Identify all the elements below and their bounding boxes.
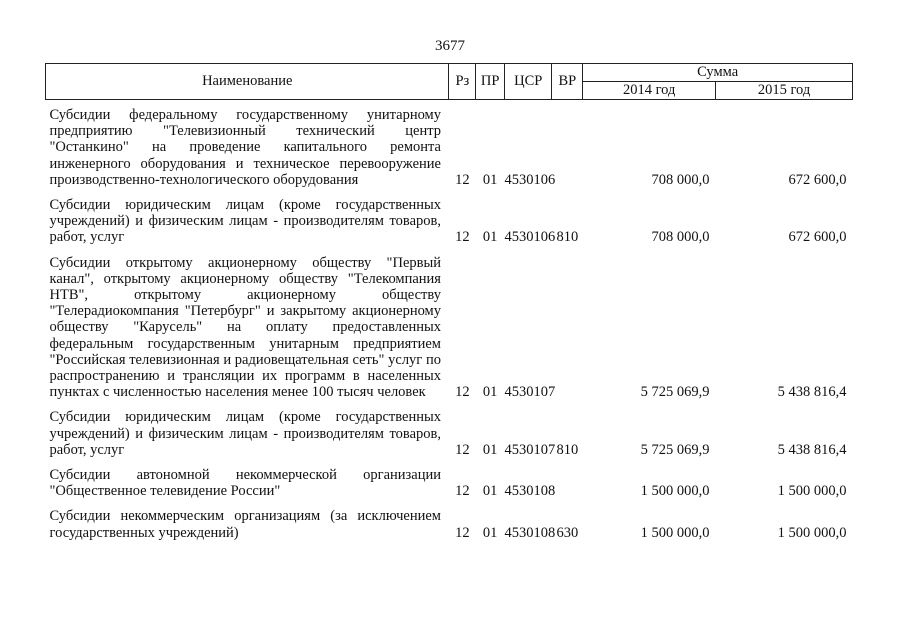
header-rz: Рз (449, 64, 476, 100)
row-sum-2014: 1 500 000,0 (640, 524, 710, 541)
row-pr: 01 (482, 441, 498, 458)
row-vr (552, 458, 583, 499)
row-sum-2015: 5 438 816,4 (777, 384, 847, 401)
row-sum-2014: 1 500 000,0 (640, 483, 710, 500)
row-rz: 12 (455, 483, 470, 500)
header-pr: ПР (476, 64, 505, 100)
row-csr: 4530107 (504, 384, 556, 401)
row-sum-2015: 672 600,0 (788, 171, 847, 188)
row-pr: 01 (482, 384, 498, 401)
row-pr: 01 (482, 483, 498, 500)
header-year-2015: 2015 год (716, 82, 853, 100)
table-row (46, 458, 853, 499)
row-pr: 01 (482, 229, 498, 246)
row-name: Субсидии некоммерческим организациям (за исключением государственных учреждений) (49, 508, 441, 541)
header-name: Наименование (46, 64, 449, 100)
row-sum-2014: 5 725 069,9 (640, 384, 710, 401)
row-vr: 630 (556, 524, 579, 541)
row-vr: 810 (556, 229, 579, 246)
row-rz: 12 (455, 441, 470, 458)
table-row (46, 246, 853, 401)
row-sum-2015: 1 500 000,0 (777, 483, 847, 500)
table-header (46, 64, 853, 100)
row-csr: 4530108 (504, 483, 556, 500)
row-sum-2015: 1 500 000,0 (777, 524, 847, 541)
row-name: Субсидии федеральному государственному унитарному предприятию "Телевизионный технический центр "Останкино" на проведение капитального ремонта инженерного оборудования и техническое перевооружение производственно-технологического оборудования (49, 107, 441, 188)
row-rz: 12 (455, 171, 470, 188)
row-csr: 4530107 (504, 441, 556, 458)
row-name: Субсидии автономной некоммерческой организации "Общественное телевидение России" (49, 467, 441, 500)
row-name: Субсидии юридическим лицам (кроме государственных учреждений) и физическим лицам - производителям товаров, работ, услуг (49, 409, 441, 458)
row-vr (552, 100, 583, 189)
header-sum: Сумма (583, 64, 853, 82)
row-name: Субсидии открытому акционерному обществу "Первый канал", открытому акционерному обществу "Телекомпания НТВ", открытому акционерному обществу "Телерадиокомпания "Петербург" и закрытому акционерному обществу "Карусель" на оплату предоставленных федеральным государственным унитарным предприятием "Российская телевизионная и радиовещательная сеть" услуг по распространению и трансляции их программ в населенных пунктах с численностью населения менее 100 тысяч человек (49, 254, 441, 401)
row-pr: 01 (482, 171, 498, 188)
header-vr: ВР (552, 64, 583, 100)
row-rz: 12 (455, 384, 470, 401)
row-pr: 01 (482, 524, 498, 541)
row-sum-2014: 708 000,0 (651, 229, 710, 246)
row-sum-2015: 5 438 816,4 (777, 441, 847, 458)
table-row (46, 400, 853, 458)
table-body (46, 100, 853, 541)
row-sum-2014: 708 000,0 (651, 171, 710, 188)
row-csr: 4530106 (504, 229, 556, 246)
row-rz: 12 (455, 229, 470, 246)
table-row (46, 499, 853, 540)
page-number: 3677 (435, 38, 465, 54)
row-rz: 12 (455, 524, 470, 541)
row-sum-2015: 672 600,0 (788, 229, 847, 246)
row-csr: 4530108 (504, 524, 556, 541)
row-sum-2014: 5 725 069,9 (640, 441, 710, 458)
table-row (46, 100, 853, 189)
table-row (46, 188, 853, 246)
row-vr: 810 (556, 441, 579, 458)
header-year-2014: 2014 год (583, 82, 716, 100)
budget-table (45, 63, 853, 541)
row-csr: 4530106 (504, 171, 556, 188)
row-name: Субсидии юридическим лицам (кроме государственных учреждений) и физическим лицам - производителям товаров, работ, услуг (49, 197, 441, 246)
header-csr: ЦСР (505, 64, 552, 100)
row-vr (552, 246, 583, 401)
